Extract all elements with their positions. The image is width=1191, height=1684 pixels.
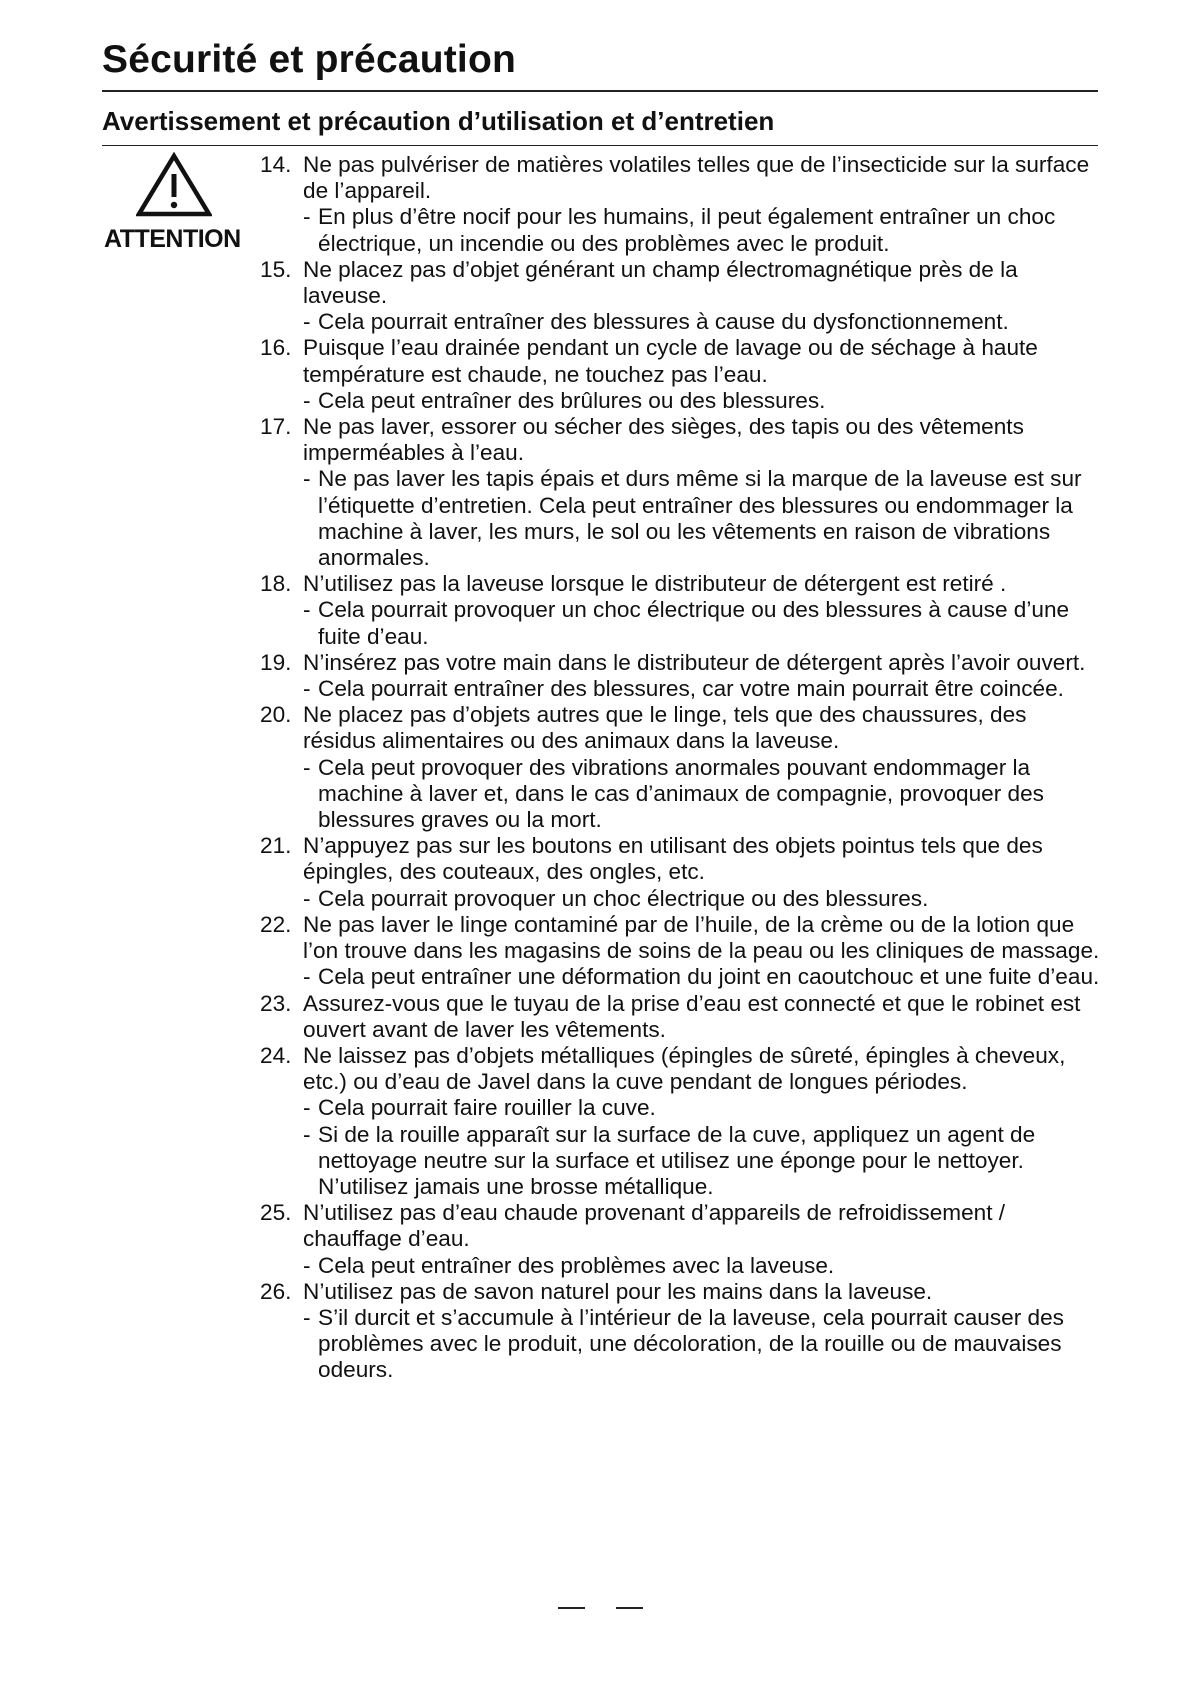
item-note [303, 964, 1100, 990]
item-number: 23. [260, 990, 292, 1016]
note-dash: - [303, 309, 311, 335]
precaution-item [260, 650, 1100, 702]
note-dash: - [303, 597, 311, 623]
page-title: Sécurité et précaution [102, 38, 517, 81]
precaution-item [260, 1279, 1100, 1384]
note-text: Cela peut entraîner une déformation du joint en caoutchouc et une fuite d’eau. [318, 964, 1100, 990]
item-note [303, 1305, 1100, 1384]
precaution-item [260, 1043, 1100, 1200]
item-note [303, 466, 1100, 571]
note-text: Cela pourrait entraîner des blessures, car votre main pourrait être coincée. [318, 676, 1064, 702]
attention-label: ATTENTION [104, 225, 241, 253]
note-text: Ne pas laver les tapis épais et durs même si la marque de la laveuse est sur l’étiquette d’entretien. Cela peut entraîner des blessures ou endommager la machine à laver, les murs, le sol ou les vêtements en raison de vibrations anormales. [318, 466, 1082, 571]
note-text: Cela peut entraîner des brûlures ou des blessures. [318, 387, 826, 413]
note-text: Si de la rouille apparaît sur la surface de la cuve, appliquez un agent de nettoyage neutre sur la surface et utilisez une éponge pour le nettoyer. N’utilisez jamais une brosse métallique. [318, 1121, 1036, 1199]
note-dash: - [303, 1252, 311, 1278]
note-text: S’il durcit et s’accumule à l’intérieur de la laveuse, cela pourrait causer des problèmes avec le produit, une décoloration, de la rouille ou de mauvaises odeurs. [318, 1304, 1064, 1383]
note-dash: - [303, 387, 311, 413]
item-note [303, 597, 1100, 649]
item-number: 15. [260, 256, 292, 282]
precaution-item [260, 702, 1100, 833]
precaution-list [260, 152, 1100, 1384]
precaution-item [260, 912, 1100, 991]
section-subtitle: Avertissement et précaution d’utilisation et d’entretien [102, 106, 775, 136]
item-text: N’utilisez pas de savon naturel pour les mains dans la laveuse. [303, 1278, 933, 1304]
precaution-item [260, 571, 1100, 650]
item-text: N’appuyez pas sur les boutons en utilisant des objets pointus tels que des épingles, des couteaux, des ongles, etc. [303, 833, 1043, 885]
item-text: N’insérez pas votre main dans le distributeur de détergent après l’avoir ouvert. [303, 649, 1086, 675]
item-number: 25. [260, 1200, 292, 1226]
precaution-item [260, 152, 1100, 257]
item-note [303, 1253, 1100, 1279]
precaution-item [260, 833, 1100, 912]
item-number: 20. [260, 702, 292, 728]
note-text: Cela pourrait entraîner des blessures à cause du dysfonctionnement. [318, 309, 1009, 335]
item-number: 24. [260, 1042, 292, 1068]
item-number: 17. [260, 414, 292, 440]
precaution-item [260, 991, 1100, 1043]
note-dash: - [303, 1304, 311, 1330]
precaution-item [260, 335, 1100, 414]
item-note [303, 1122, 1100, 1201]
note-text: Cela pourrait provoquer un choc électrique ou des blessures. [318, 885, 929, 911]
note-text: Cela peut entraîner des problèmes avec la laveuse. [318, 1252, 835, 1278]
item-note [303, 388, 1100, 414]
item-number: 14. [260, 152, 292, 177]
item-text: Ne laissez pas d’objets métalliques (épingles de sûreté, épingles à cheveux, etc.) ou d’eau de Javel dans la cuve pendant de longues périodes. [303, 1042, 1066, 1095]
note-dash: - [303, 204, 311, 230]
note-dash: - [303, 466, 311, 492]
item-note [303, 309, 1100, 335]
note-dash: - [303, 964, 311, 990]
item-text: Assurez-vous que le tuyau de la prise d’eau est connecté et que le robinet est ouvert avant de laver les vêtements. [303, 990, 1081, 1042]
warning-triangle-icon [136, 152, 212, 218]
note-text: Cela pourrait faire rouiller la cuve. [318, 1095, 656, 1121]
note-text: Cela pourrait provoquer un choc électrique ou des blessures à cause d’une fuite d’eau. [318, 597, 1070, 649]
item-text: Ne pas laver, essorer ou sécher des sièges, des tapis ou des vêtements imperméables à l’eau. [303, 414, 1024, 466]
item-number: 22. [260, 911, 292, 937]
item-text: Ne pas laver le linge contaminé par de l’huile, de la crème ou de la lotion que l’on trouve dans les magasins de soins de la peau ou les cliniques de massage. [303, 911, 1100, 964]
item-note [303, 755, 1100, 834]
item-number: 21. [260, 833, 292, 859]
footer-mark [558, 1607, 585, 1609]
item-note [303, 204, 1100, 256]
subtitle-divider [102, 145, 1098, 146]
item-text: N’utilisez pas la laveuse lorsque le distributeur de détergent est retiré . [303, 571, 1007, 597]
note-dash: - [303, 1121, 311, 1147]
note-dash: - [303, 754, 311, 780]
note-dash: - [303, 1095, 311, 1121]
item-text: Ne placez pas d’objet générant un champ électromagnétique près de la laveuse. [303, 256, 1018, 309]
precaution-item [260, 257, 1100, 336]
note-text: Cela peut provoquer des vibrations anormales pouvant endommager la machine à laver et, dans le cas d’animaux de compagnie, provoquer des blessures graves ou la mort. [318, 754, 1044, 833]
item-text: N’utilisez pas d’eau chaude provenant d’appareils de refroidissement / chauffage d’eau. [303, 1200, 1006, 1252]
item-number: 18. [260, 571, 292, 597]
item-note [303, 1095, 1100, 1121]
item-number: 16. [260, 335, 292, 361]
precaution-item [260, 1200, 1100, 1279]
item-note [303, 676, 1100, 702]
note-text: En plus d’être nocif pour les humains, il peut également entraîner un choc électrique, un incendie ou des problèmes avec le produit. [318, 204, 1056, 256]
item-text: Ne placez pas d’objets autres que le linge, tels que des chaussures, des résidus alimentaires ou des animaux dans la laveuse. [303, 702, 1027, 754]
item-number: 26. [260, 1278, 292, 1304]
precaution-item [260, 414, 1100, 571]
item-number: 19. [260, 649, 292, 675]
footer-mark [616, 1607, 643, 1609]
note-dash: - [303, 885, 311, 911]
item-note [303, 886, 1100, 912]
item-text: Ne pas pulvériser de matières volatiles telles que de l’insecticide sur la surface de l’appareil. [303, 152, 1090, 204]
note-dash: - [303, 676, 311, 702]
item-text: Puisque l’eau drainée pendant un cycle de lavage ou de séchage à haute température est chaude, ne touchez pas l’eau. [303, 335, 1038, 387]
title-divider [102, 90, 1098, 92]
